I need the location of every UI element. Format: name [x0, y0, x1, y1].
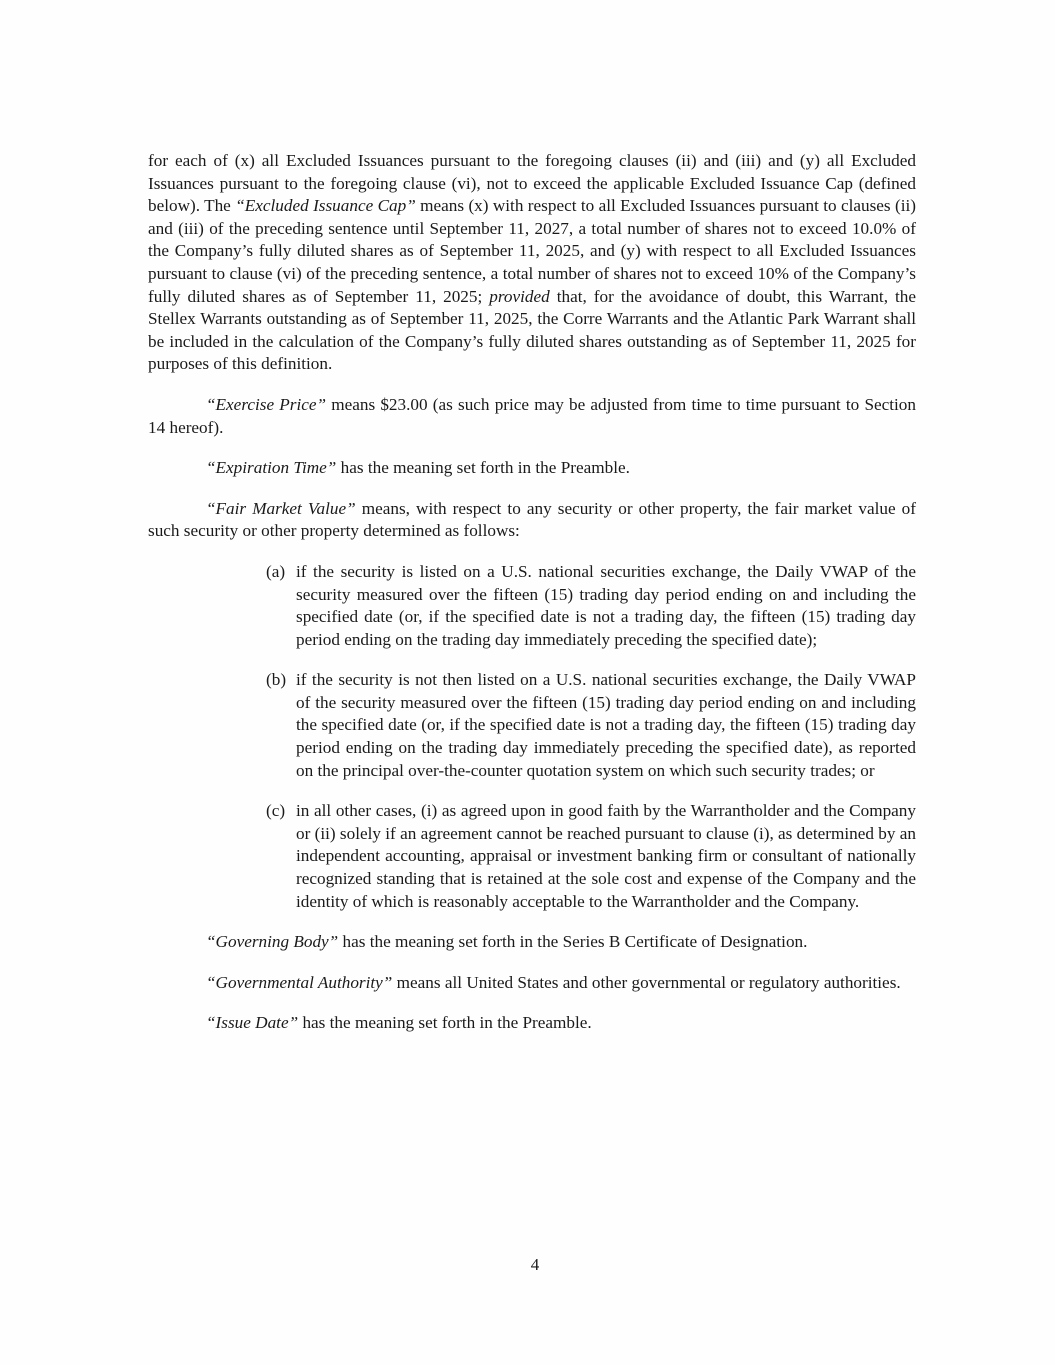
clause-text: in all other cases, (i) as agreed upon in good faith by the Warrantholder and the Company or (ii) solely if an agreement cannot be reached pursuant to clause (i), as determined by an independent accounting, appraisal or investment banking firm or consultant of nationally recognized standing that is retained at the sole cost and expense of the Company and the identity of which is reasonably acceptable to the Warrantholder and the Company.: [296, 801, 916, 911]
defined-term: “Governmental Authority”: [206, 972, 393, 992]
provided-term: provided: [489, 286, 550, 306]
definition-text: means all United States and other governmental or regulatory authorities.: [392, 972, 901, 992]
definition-governmental-authority: [148, 972, 916, 995]
defined-term: “Exercise Price”: [206, 394, 327, 414]
fair-market-value-clauses: [266, 561, 916, 913]
defined-term: “Issue Date”: [206, 1013, 299, 1033]
text-segment: means (x) with respect to all Excluded Issuances pursuant to clauses (ii) and (iii) of the preceding sentence until September 11, 2027, a total number of shares not to exceed 10.0% of the Company’s fully diluted shares as of September 11, 2025, and (y) with respect to all Excluded Issuances pursuant to clause (vi) of the preceding sentence, a total number of shares not to exceed 10% of the Company’s fully diluted shares as of September 11, 2025;: [148, 196, 916, 306]
clause-label: (a): [266, 561, 286, 581]
definition-fair-market-value: [148, 498, 916, 543]
definition-exercise-price: [148, 394, 916, 439]
defined-term: “Governing Body”: [206, 932, 339, 952]
defined-term: “Expiration Time”: [206, 458, 337, 478]
page-number: 4: [530, 1255, 540, 1274]
clause-text: if the security is not then listed on a U.S. national securities exchange, the Daily VWAP of the security measured over the fifteen (15) trading day period ending on and including the specified date (or, if the specified date is not a trading day, the fifteen (15) trading day period ending on the trading day immediately preceding the specified date), as reported on the principal over-the-counter quotation system on which such security trades; or: [296, 670, 916, 780]
clause-text: if the security is listed on a U.S. national securities exchange, the Daily VWAP of the security measured over the fifteen (15) trading day period ending on and including the specified date (or, if the specified date is not a trading day, the fifteen (15) trading day period ending on the trading day immediately preceding the specified date);: [296, 561, 916, 649]
clause-item: [266, 800, 916, 913]
paragraph-excluded-issuance-cap: [148, 150, 916, 376]
clause-label: (b): [266, 670, 287, 690]
defined-term: “Excluded Issuance Cap”: [235, 196, 416, 216]
text-segment: for each of (x) all Excluded Issuances pursuant to the foregoing clauses (ii) and (iii) and (y) all Excluded Issuances pursuant to the foregoing clause (vi), not to exceed the applicable Excluded Issuance Cap (defined below). The: [148, 151, 916, 216]
definition-expiration-time: [148, 457, 916, 480]
definition-text: has the meaning set forth in the Preamble.: [336, 458, 630, 478]
text-segment: that, for the avoidance of doubt, this Warrant, the Stellex Warrants outstanding as of September 11, 2025, the Corre Warrants and the Atlantic Park Warrant shall be included in the calculation of the Company’s fully diluted shares outstanding as of September 11, 2025 for purposes of this definition.: [148, 286, 916, 374]
definition-text: means $23.00 (as such price may be adjusted from time to time pursuant to Section 14 hereof).: [148, 394, 916, 437]
definition-text: means, with respect to any security or other property, the fair market value of such security or other property determined as follows:: [148, 498, 916, 541]
clause-item: [266, 561, 916, 651]
definition-issue-date: [148, 1012, 916, 1035]
page-body: [148, 150, 916, 1053]
defined-term: “Fair Market Value”: [206, 498, 356, 518]
clause-item: [266, 669, 916, 782]
definition-governing-body: [148, 931, 916, 954]
definition-text: has the meaning set forth in the Series B Certificate of Designation.: [338, 932, 808, 952]
definition-text: has the meaning set forth in the Preamble.: [298, 1013, 592, 1033]
clause-label: (c): [266, 801, 286, 821]
